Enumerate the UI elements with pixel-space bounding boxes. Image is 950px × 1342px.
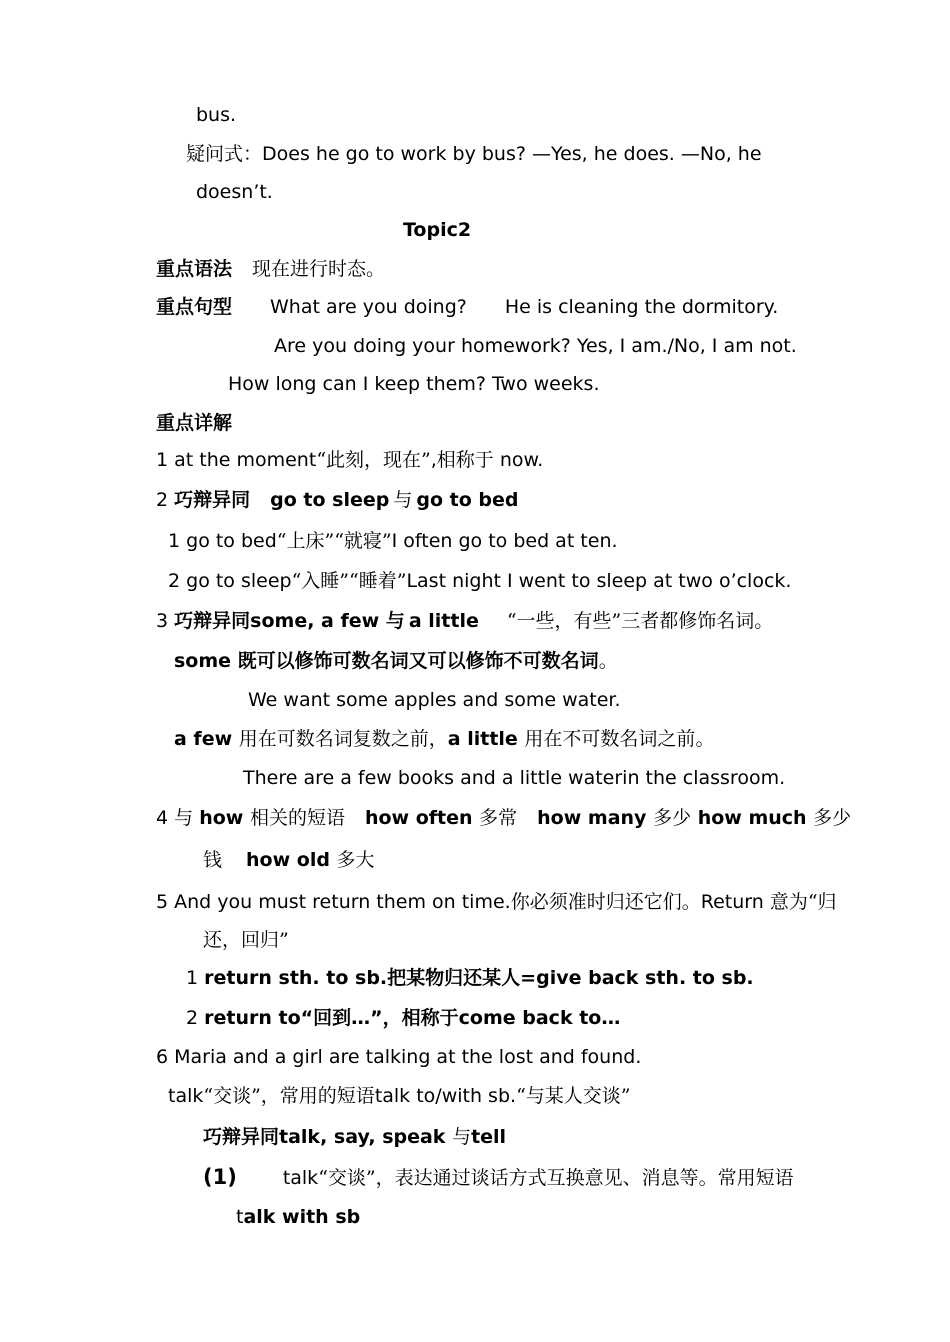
text: return sth. to sb. (204, 967, 388, 989)
item-5-cont (203, 928, 289, 952)
text: 既可以修饰可数名词又可以修饰不可数名词 (237, 650, 599, 672)
text: t (236, 1206, 244, 1228)
text: “一些，有些”三者都修饰名词。 (506, 610, 774, 632)
text: 巧辩异同 (174, 489, 251, 511)
grammar-line (156, 257, 385, 281)
text: talk (168, 1085, 204, 1107)
text: (1) (203, 1165, 237, 1189)
text: 6 Maria and a girl are talking at the lost and found. (156, 1046, 642, 1068)
item-6-sub-3 (203, 1165, 794, 1190)
text: 1 at the moment (156, 449, 317, 471)
text: a little (408, 610, 479, 632)
text: 2 (186, 1007, 205, 1029)
text: 与 (385, 610, 405, 632)
text: 与 (174, 807, 200, 829)
sentence-line-2 (274, 334, 797, 358)
text: 多少 (813, 807, 852, 829)
item-4 (156, 806, 851, 830)
text: a little (447, 728, 525, 750)
text: talk (282, 1167, 319, 1189)
text: What are you doing? (270, 296, 467, 318)
text: 多大 (336, 849, 375, 871)
text: 5 And you must return them on time. (156, 891, 511, 913)
item-2-sub-1 (168, 529, 618, 553)
text: “此刻，现在” (316, 449, 431, 471)
text: bus. (196, 104, 237, 126)
text: 1 go to bed (168, 530, 277, 552)
text: Last night I went to sleep at two o’clock. (406, 570, 792, 592)
text: tell (471, 1126, 507, 1148)
label: 重点语法 (156, 258, 233, 280)
text: go to sleep (270, 489, 390, 511)
text: 还，回归” (203, 929, 289, 951)
text: a few (174, 728, 239, 750)
text: 巧辩异同 (203, 1126, 280, 1148)
text: 与 (393, 489, 413, 511)
text: 4 (156, 807, 175, 829)
text: Does he go to work by bus? —Yes, he does. —No, he (262, 143, 762, 165)
text: 2 (156, 489, 175, 511)
text: ,相称于 now. (430, 449, 544, 471)
item-6-sub-4 (236, 1205, 360, 1229)
text: 多少 (653, 807, 692, 829)
text: “与某人交谈” (516, 1085, 631, 1107)
text: how much (691, 807, 814, 829)
item-5-sub-1 (186, 966, 754, 990)
sentence-line-1 (156, 295, 778, 319)
details-heading (156, 411, 232, 435)
sentence-line-3 (228, 372, 600, 396)
text: 2 go to sleep (168, 570, 292, 592)
item-6-sub-2 (203, 1125, 506, 1149)
text: 你必须准时归还它们。 (510, 891, 701, 913)
text: 多常 (479, 807, 518, 829)
text: 相关的短语 (249, 807, 345, 829)
text: There are a few books and a little waterin the classroom. (243, 767, 786, 789)
text: =give back sth. to sb. (520, 967, 754, 989)
section-title (403, 218, 471, 242)
text: 把某物归还某人 (387, 967, 521, 989)
label: 疑问式： (186, 143, 263, 165)
text: I often go to bed at ten. (391, 530, 618, 552)
text: how (199, 807, 250, 829)
text: how many (537, 807, 654, 829)
text: talk to/with sb. (374, 1085, 517, 1107)
item-6-sub-1 (168, 1084, 631, 1108)
text: 3 (156, 610, 175, 632)
text: 与 (452, 1126, 472, 1148)
text: return to (204, 1007, 301, 1029)
text: How long can I keep them? Two weeks. (228, 373, 600, 395)
item-3-example-2 (243, 766, 785, 790)
line-question-form (186, 142, 762, 166)
item-2 (156, 488, 519, 512)
text: 现在进行时态。 (252, 258, 386, 280)
text: some, a few (250, 610, 386, 632)
text: We want some apples and some water. (248, 689, 621, 711)
text: 1 (186, 967, 205, 989)
text: “交谈”，常用的短语 (203, 1085, 375, 1107)
item-6 (156, 1045, 641, 1069)
text: “上床”“就寝” (276, 530, 392, 552)
text: “交谈”，表达通过谈话方式互换意见、消息等。常用短语 (318, 1167, 794, 1189)
text: some (174, 650, 238, 672)
text: how old (246, 849, 337, 871)
text: 。 (598, 650, 618, 672)
text: “入睡”“睡着” (291, 570, 407, 592)
line-doesnt (196, 180, 273, 204)
text: alk with sb (243, 1206, 361, 1228)
text: 用在不可数名词之前 (524, 728, 696, 750)
item-3-example-1 (248, 688, 621, 712)
item-2-sub-2 (168, 569, 791, 593)
item-3-sub-2 (174, 727, 714, 751)
item-3 (156, 609, 773, 633)
item-5 (156, 890, 837, 914)
label: 重点句型 (156, 296, 233, 318)
text: come back to… (458, 1007, 621, 1029)
item-5-sub-2 (186, 1006, 620, 1030)
item-4-cont (203, 848, 375, 872)
text: Are you doing your homework? Yes, I am./No, I am not. (274, 335, 797, 357)
text: Return (700, 891, 770, 913)
title-text: Topic2 (403, 219, 472, 241)
line-bus (196, 103, 236, 127)
text: 巧辩异同 (174, 610, 251, 632)
item-3-sub-1 (174, 649, 618, 673)
text: 。 (695, 728, 715, 750)
text: He is cleaning the dormitory. (504, 296, 779, 318)
text: go to bed (416, 489, 519, 511)
text: 意为“归 (769, 891, 837, 913)
text: doesn’t. (196, 181, 273, 203)
text: talk, say, speak (279, 1126, 453, 1148)
text: “回到…”，相称于 (300, 1007, 459, 1029)
text: 钱 (203, 849, 223, 871)
label: 重点详解 (156, 412, 233, 434)
text: 用在可数名词复数之前， (238, 728, 448, 750)
text: how often (364, 807, 480, 829)
item-1 (156, 448, 543, 472)
